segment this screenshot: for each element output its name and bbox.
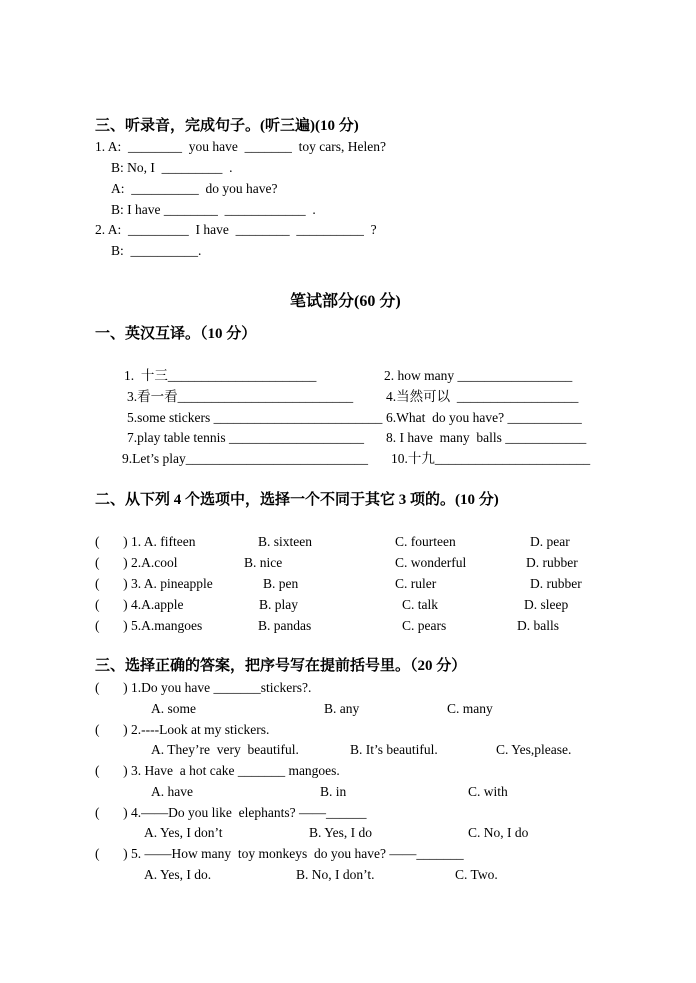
odd-option-b: B. sixteen xyxy=(258,534,312,549)
translate-item: 8. I have many balls ____________ xyxy=(386,430,587,445)
choice-option-c: C. with xyxy=(468,784,508,799)
choice-question: ( ) 1.Do you have _______stickers?. xyxy=(95,680,312,695)
choice-option-b: B. Yes, I do xyxy=(309,825,373,840)
choice-heading: 三、选择正确的答案，把序号写在提前括号里。（20 分） xyxy=(95,658,467,674)
translate-item: 7.play table tennis ____________________ xyxy=(127,430,364,445)
odd-option-c: C. ruler xyxy=(395,576,437,591)
odd-option-b: B. pen xyxy=(263,576,299,591)
odd-option-b: B. play xyxy=(259,597,298,612)
listening-line: B: I have ________ ____________ . xyxy=(111,202,316,217)
choice-option-a: A. They’re very beautiful. xyxy=(151,742,299,757)
listening-heading: 三、听录音，完成句子。(听三遍)(10 分) xyxy=(95,118,359,134)
choice-question: ( ) 3. Have a hot cake _______ mangoes. xyxy=(95,763,340,778)
odd-option-c: C. talk xyxy=(402,597,438,612)
odd-option-b: B. pandas xyxy=(258,618,312,633)
choice-option-b: B. It’s beautiful. xyxy=(350,742,438,757)
odd-option-d: D. rubber xyxy=(530,576,582,591)
odd-option-c: C. wonderful xyxy=(395,555,467,570)
odd-option-d: D. sleep xyxy=(524,597,569,612)
odd-question: ( ) 1. A. fifteen xyxy=(95,534,196,549)
translate-item: 10.十九_______________________ xyxy=(391,451,591,466)
choice-option-a: A. Yes, I don’t xyxy=(144,825,223,840)
choice-option-a: A. have xyxy=(151,784,193,799)
choice-option-b: B. No, I don’t. xyxy=(296,867,375,882)
listening-line: B: __________. xyxy=(111,243,202,258)
odd-option-b: B. nice xyxy=(244,555,283,570)
odd-option-c: C. pears xyxy=(402,618,447,633)
written-title: 笔试部分(60 分) xyxy=(290,293,401,310)
odd-question: ( ) 5.A.mangoes xyxy=(95,618,203,633)
choice-option-b: B. in xyxy=(320,784,347,799)
choice-option-a: A. some xyxy=(151,701,196,716)
translate-item: 5.some stickers _________________________ xyxy=(127,410,383,425)
translate-item: 4.当然可以 __________________ xyxy=(386,389,579,404)
odd-option-d: D. rubber xyxy=(526,555,578,570)
odd-option-d: D. balls xyxy=(517,618,559,633)
odd-question: ( ) 2.A.cool xyxy=(95,555,178,570)
translate-heading: 一、英汉互译。（10 分） xyxy=(95,326,257,342)
odd-heading: 二、从下列 4 个选项中，选择一个不同于其它 3 项的。(10 分) xyxy=(95,492,499,508)
choice-question: ( ) 5. ——How many toy monkeys do you have? ——_______ xyxy=(95,846,464,861)
choice-option-c: C. Two. xyxy=(455,867,498,882)
listening-line: A: __________ do you have? xyxy=(111,181,278,196)
translate-item: 6.What do you have? ___________ xyxy=(386,410,582,425)
translate-item: 9.Let’s play___________________________ xyxy=(122,451,368,466)
choice-question: ( ) 2.----Look at my stickers. xyxy=(95,722,270,737)
choice-question: ( ) 4.——Do you like elephants? ——______ xyxy=(95,805,367,820)
choice-option-c: C. Yes,please. xyxy=(496,742,572,757)
translate-item: 3.看一看__________________________ xyxy=(127,389,354,404)
choice-option-c: C. No, I do xyxy=(468,825,529,840)
listening-line: 2. A: _________ I have ________ __________ ? xyxy=(95,222,377,237)
translate-item: 2. how many _________________ xyxy=(384,368,573,383)
listening-line: B: No, I _________ . xyxy=(111,160,233,175)
choice-option-c: C. many xyxy=(447,701,493,716)
odd-option-d: D. pear xyxy=(530,534,570,549)
choice-option-b: B. any xyxy=(324,701,360,716)
odd-option-c: C. fourteen xyxy=(395,534,456,549)
choice-option-a: A. Yes, I do. xyxy=(144,867,212,882)
listening-line: 1. A: ________ you have _______ toy cars, Helen? xyxy=(95,139,386,154)
odd-question: ( ) 4.A.apple xyxy=(95,597,184,612)
translate-item: 1. 十三______________________ xyxy=(124,368,317,383)
odd-question: ( ) 3. A. pineapple xyxy=(95,576,213,591)
